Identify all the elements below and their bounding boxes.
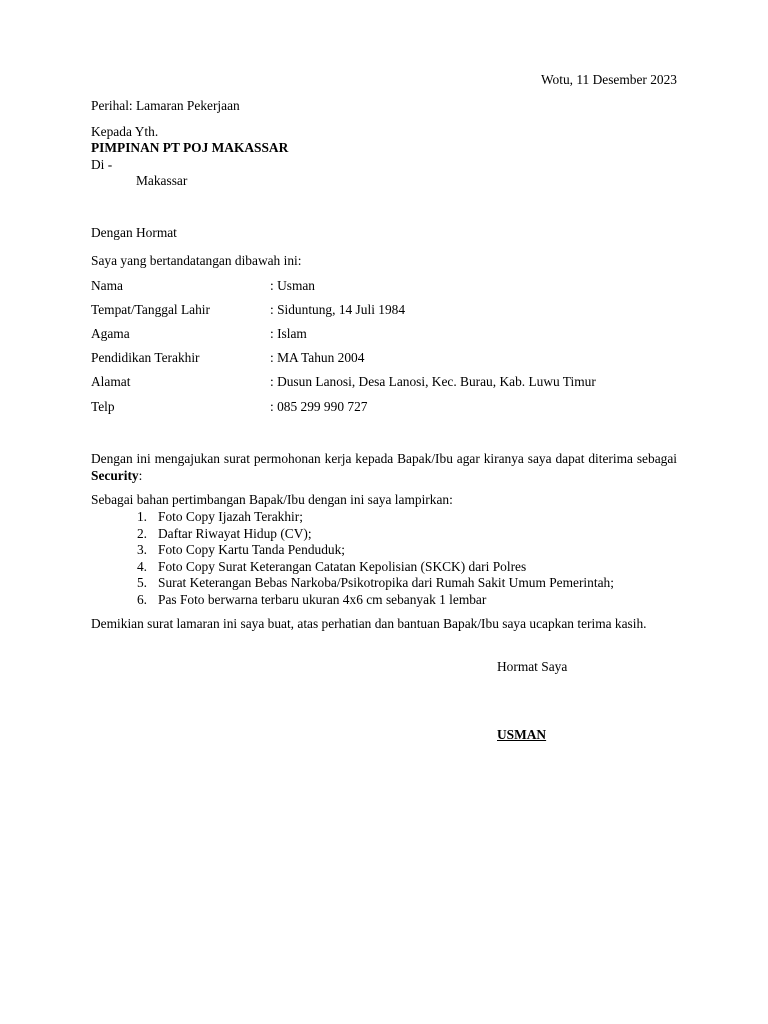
field-value-address: : Dusun Lanosi, Desa Lanosi, Kec. Burau, Kab. Luwu Timur	[270, 374, 596, 389]
recipient-city: Makassar	[136, 173, 188, 188]
field-value-phone: : 085 299 990 727	[270, 399, 368, 414]
list-item-number: 2.	[136, 525, 147, 541]
subject-line: Perihal: Lamaran Pekerjaan	[91, 98, 240, 113]
application-position: Security	[91, 467, 139, 483]
recipient-name: PIMPINAN PT POJ MAKASSAR	[91, 140, 289, 155]
field-label-birth: Tempat/Tanggal Lahir	[91, 302, 210, 317]
greeting: Dengan Hormat	[91, 225, 177, 240]
intro-line: Saya yang bertandatangan dibawah ini:	[91, 253, 302, 268]
signature-name: USMAN	[497, 727, 547, 742]
recipient-at: Di -	[91, 157, 113, 172]
field-label-name: Nama	[91, 278, 123, 293]
list-item-text: Foto Copy Ijazah Terakhir;	[158, 509, 303, 524]
list-item-text: Foto Copy Surat Keterangan Catatan Kepolisian (SKCK) dari Polres	[158, 558, 527, 574]
recipient-salutation: Kepada Yth.	[91, 124, 159, 139]
list-item-number: 6.	[136, 591, 147, 607]
list-item-text: Foto Copy Kartu Tanda Penduduk;	[158, 542, 346, 557]
field-label-address: Alamat	[91, 374, 131, 389]
application-paragraph	[91, 451, 677, 484]
field-value-education: : MA Tahun 2004	[270, 350, 365, 365]
field-value-religion: : Islam	[270, 326, 307, 341]
attachments-intro: Sebagai bahan pertimbangan Bapak/Ibu dengan ini saya lampirkan:	[91, 492, 453, 507]
application-colon: :	[138, 467, 143, 483]
field-label-religion: Agama	[91, 326, 130, 341]
application-text: Dengan ini mengajukan surat permohonan kerja kepada Bapak/Ibu agar kiranya saya dapat diterima sebagai	[91, 451, 677, 466]
list-item-text: Surat Keterangan Bebas Narkoba/Psikotropika dari Rumah Sakit Umum Pemerintah;	[158, 575, 614, 590]
place-date: Wotu, 11 Desember 2023	[540, 72, 677, 87]
list-item-number: 1.	[136, 509, 147, 524]
list-item-text: Daftar Riwayat Hidup (CV);	[158, 525, 312, 541]
signoff: Hormat Saya	[497, 659, 568, 674]
list-item-text: Pas Foto berwarna terbaru ukuran 4x6 cm sebanyak 1 lembar	[158, 591, 487, 607]
field-label-education: Pendidikan Terakhir	[91, 350, 200, 365]
list-item-number: 4.	[136, 558, 147, 574]
field-label-phone: Telp	[91, 399, 115, 414]
list-item-number: 5.	[136, 575, 147, 590]
list-item-number: 3.	[136, 542, 147, 557]
field-value-birth: : Siduntung, 14 Juli 1984	[270, 302, 406, 317]
closing-paragraph: Demikian surat lamaran ini saya buat, atas perhatian dan bantuan Bapak/Ibu saya ucapkan terima kasih.	[91, 616, 647, 631]
field-value-name: : Usman	[270, 278, 316, 293]
